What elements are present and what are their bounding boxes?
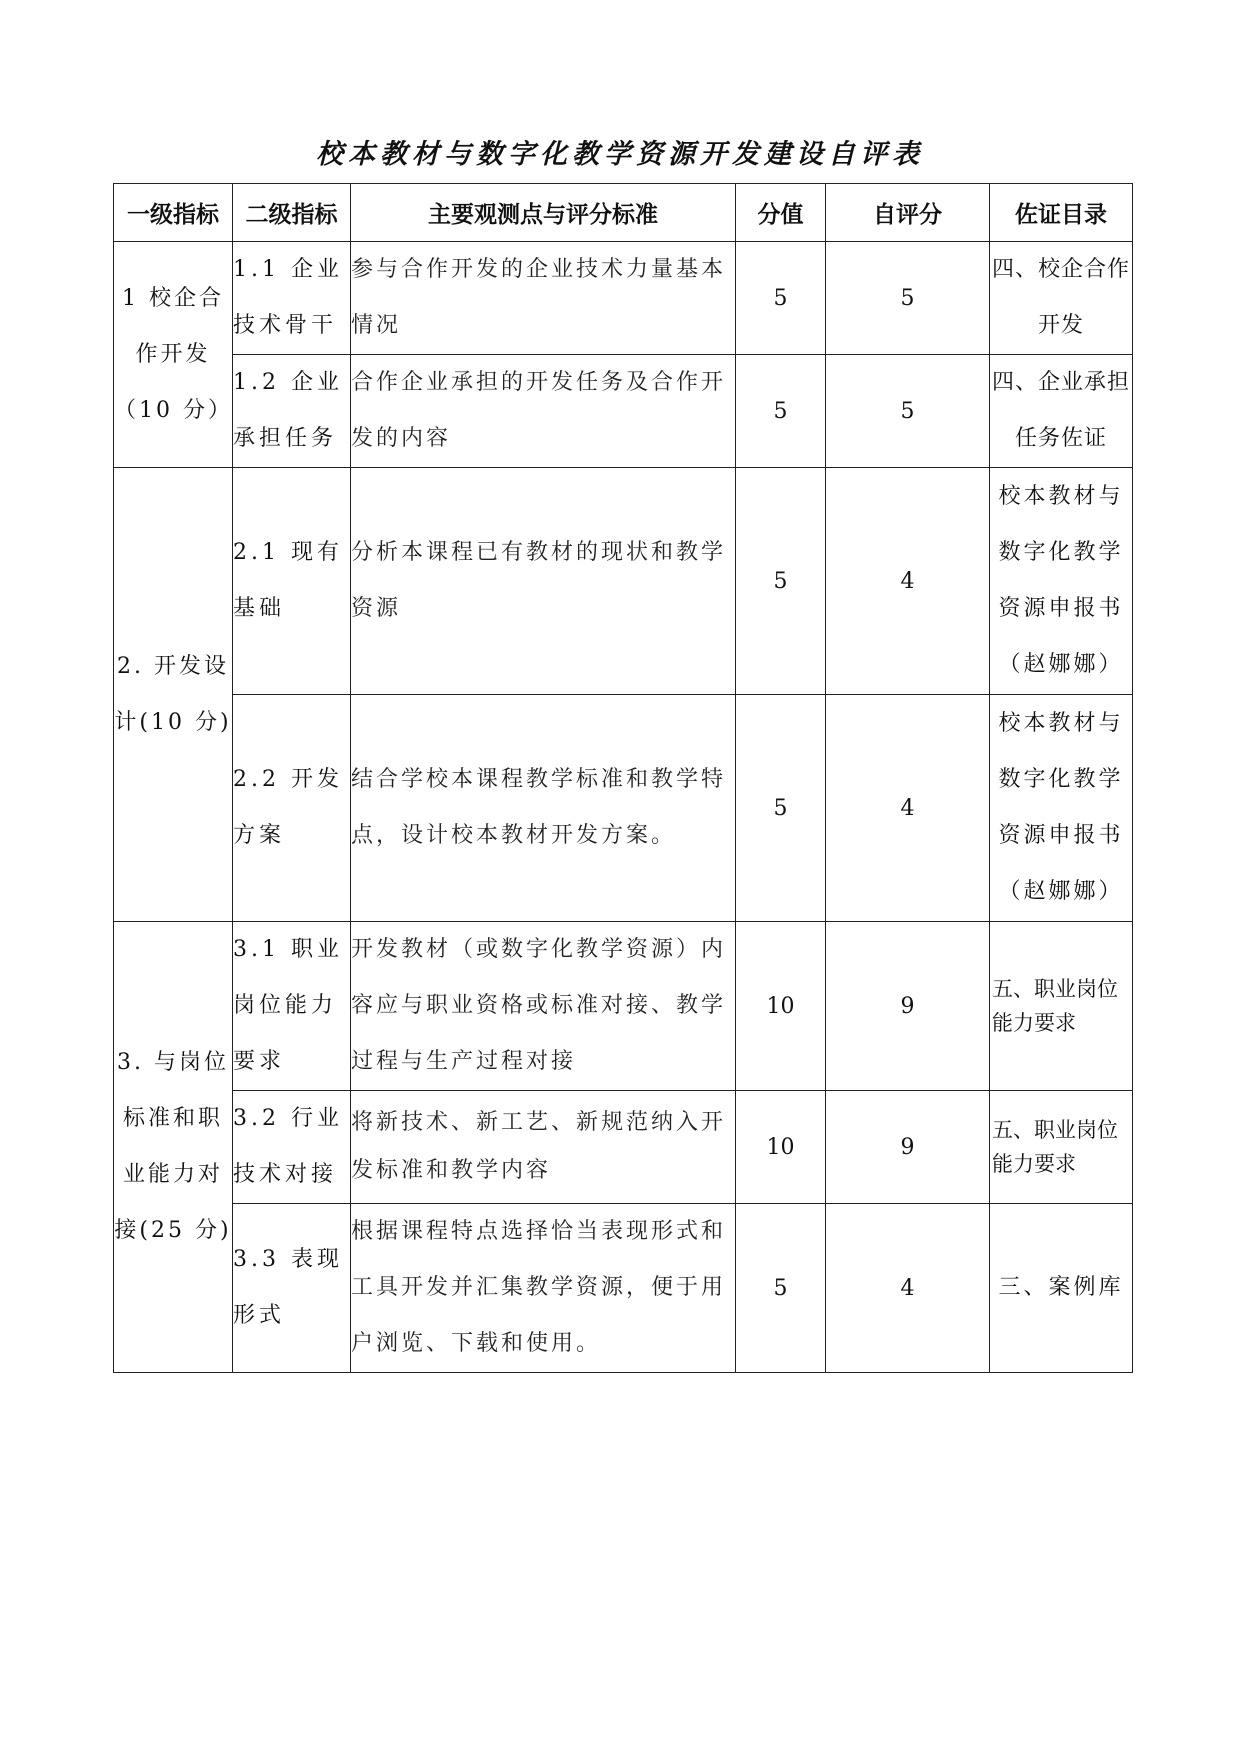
header-score: 分值 [736, 184, 826, 242]
criteria-cell: 参与合作开发的企业技术力量基本情况 [351, 242, 736, 355]
self-score-cell: 4 [826, 468, 990, 695]
level2-cell: 3.1 职业岗位能力要求 [233, 922, 351, 1091]
score-cell: 10 [736, 1091, 826, 1204]
self-score-cell: 9 [826, 1091, 990, 1204]
evidence-cell: 四、企业承担任务佐证 [990, 355, 1133, 468]
self-score-cell: 5 [826, 242, 990, 355]
document-title: 校本教材与数字化教学资源开发建设自评表 [316, 139, 924, 170]
header-criteria: 主要观测点与评分标准 [351, 184, 736, 242]
table-row [114, 355, 1133, 468]
evidence-cell: 五、职业岗位能力要求 [990, 1091, 1133, 1204]
score-cell: 5 [736, 468, 826, 695]
score-cell: 5 [736, 1204, 826, 1373]
level2-cell: 2.2 开发方案 [233, 695, 351, 922]
header-evidence: 佐证目录 [990, 184, 1133, 242]
group-label: 1 校企合作开发（10 分） [114, 242, 233, 468]
criteria-cell: 将新技术、新工艺、新规范纳入开发标准和教学内容 [351, 1091, 736, 1204]
evidence-cell: 四、校企合作开发 [990, 242, 1133, 355]
criteria-cell: 根据课程特点选择恰当表现形式和工具开发并汇集教学资源，便于用户浏览、下载和使用。 [351, 1204, 736, 1373]
self-score-cell: 4 [826, 1204, 990, 1373]
score-cell: 5 [736, 242, 826, 355]
table-row [114, 922, 1133, 1091]
criteria-cell: 结合学校本课程教学标准和教学特点，设计校本教材开发方案。 [351, 695, 736, 922]
level2-cell: 3.2 行业技术对接 [233, 1091, 351, 1204]
group-label: 3. 与岗位标准和职业能力对接(25 分) [114, 922, 233, 1373]
header-level2: 二级指标 [233, 184, 351, 242]
table-header-row [114, 184, 1133, 242]
evidence-cell: 五、职业岗位能力要求 [990, 922, 1133, 1091]
score-cell: 10 [736, 922, 826, 1091]
evidence-cell: 校本教材与数字化教学资源申报书（赵娜娜） [990, 695, 1133, 922]
criteria-cell: 合作企业承担的开发任务及合作开发的内容 [351, 355, 736, 468]
level2-cell: 1.1 企业技术骨干 [233, 242, 351, 355]
criteria-cell: 开发教材（或数字化教学资源）内容应与职业资格或标准对接、教学过程与生产过程对接 [351, 922, 736, 1091]
table-row [114, 242, 1133, 355]
level2-cell: 1.2 企业承担任务 [233, 355, 351, 468]
evidence-cell: 三、案例库 [990, 1204, 1133, 1373]
header-self-score: 自评分 [826, 184, 990, 242]
table-row [114, 695, 1133, 922]
evidence-cell: 校本教材与数字化教学资源申报书（赵娜娜） [990, 468, 1133, 695]
level2-cell: 2.1 现有基础 [233, 468, 351, 695]
self-score-cell: 5 [826, 355, 990, 468]
score-cell: 5 [736, 355, 826, 468]
criteria-cell: 分析本课程已有教材的现状和教学资源 [351, 468, 736, 695]
level2-cell: 3.3 表现形式 [233, 1204, 351, 1373]
table-row [114, 1091, 1133, 1204]
header-level1: 一级指标 [114, 184, 233, 242]
self-score-cell: 9 [826, 922, 990, 1091]
score-cell: 5 [736, 695, 826, 922]
table-row [114, 1204, 1133, 1373]
self-score-cell: 4 [826, 695, 990, 922]
evaluation-table [113, 183, 1133, 1373]
table-row [114, 468, 1133, 695]
group-label: 2. 开发设计(10 分) [114, 468, 233, 922]
